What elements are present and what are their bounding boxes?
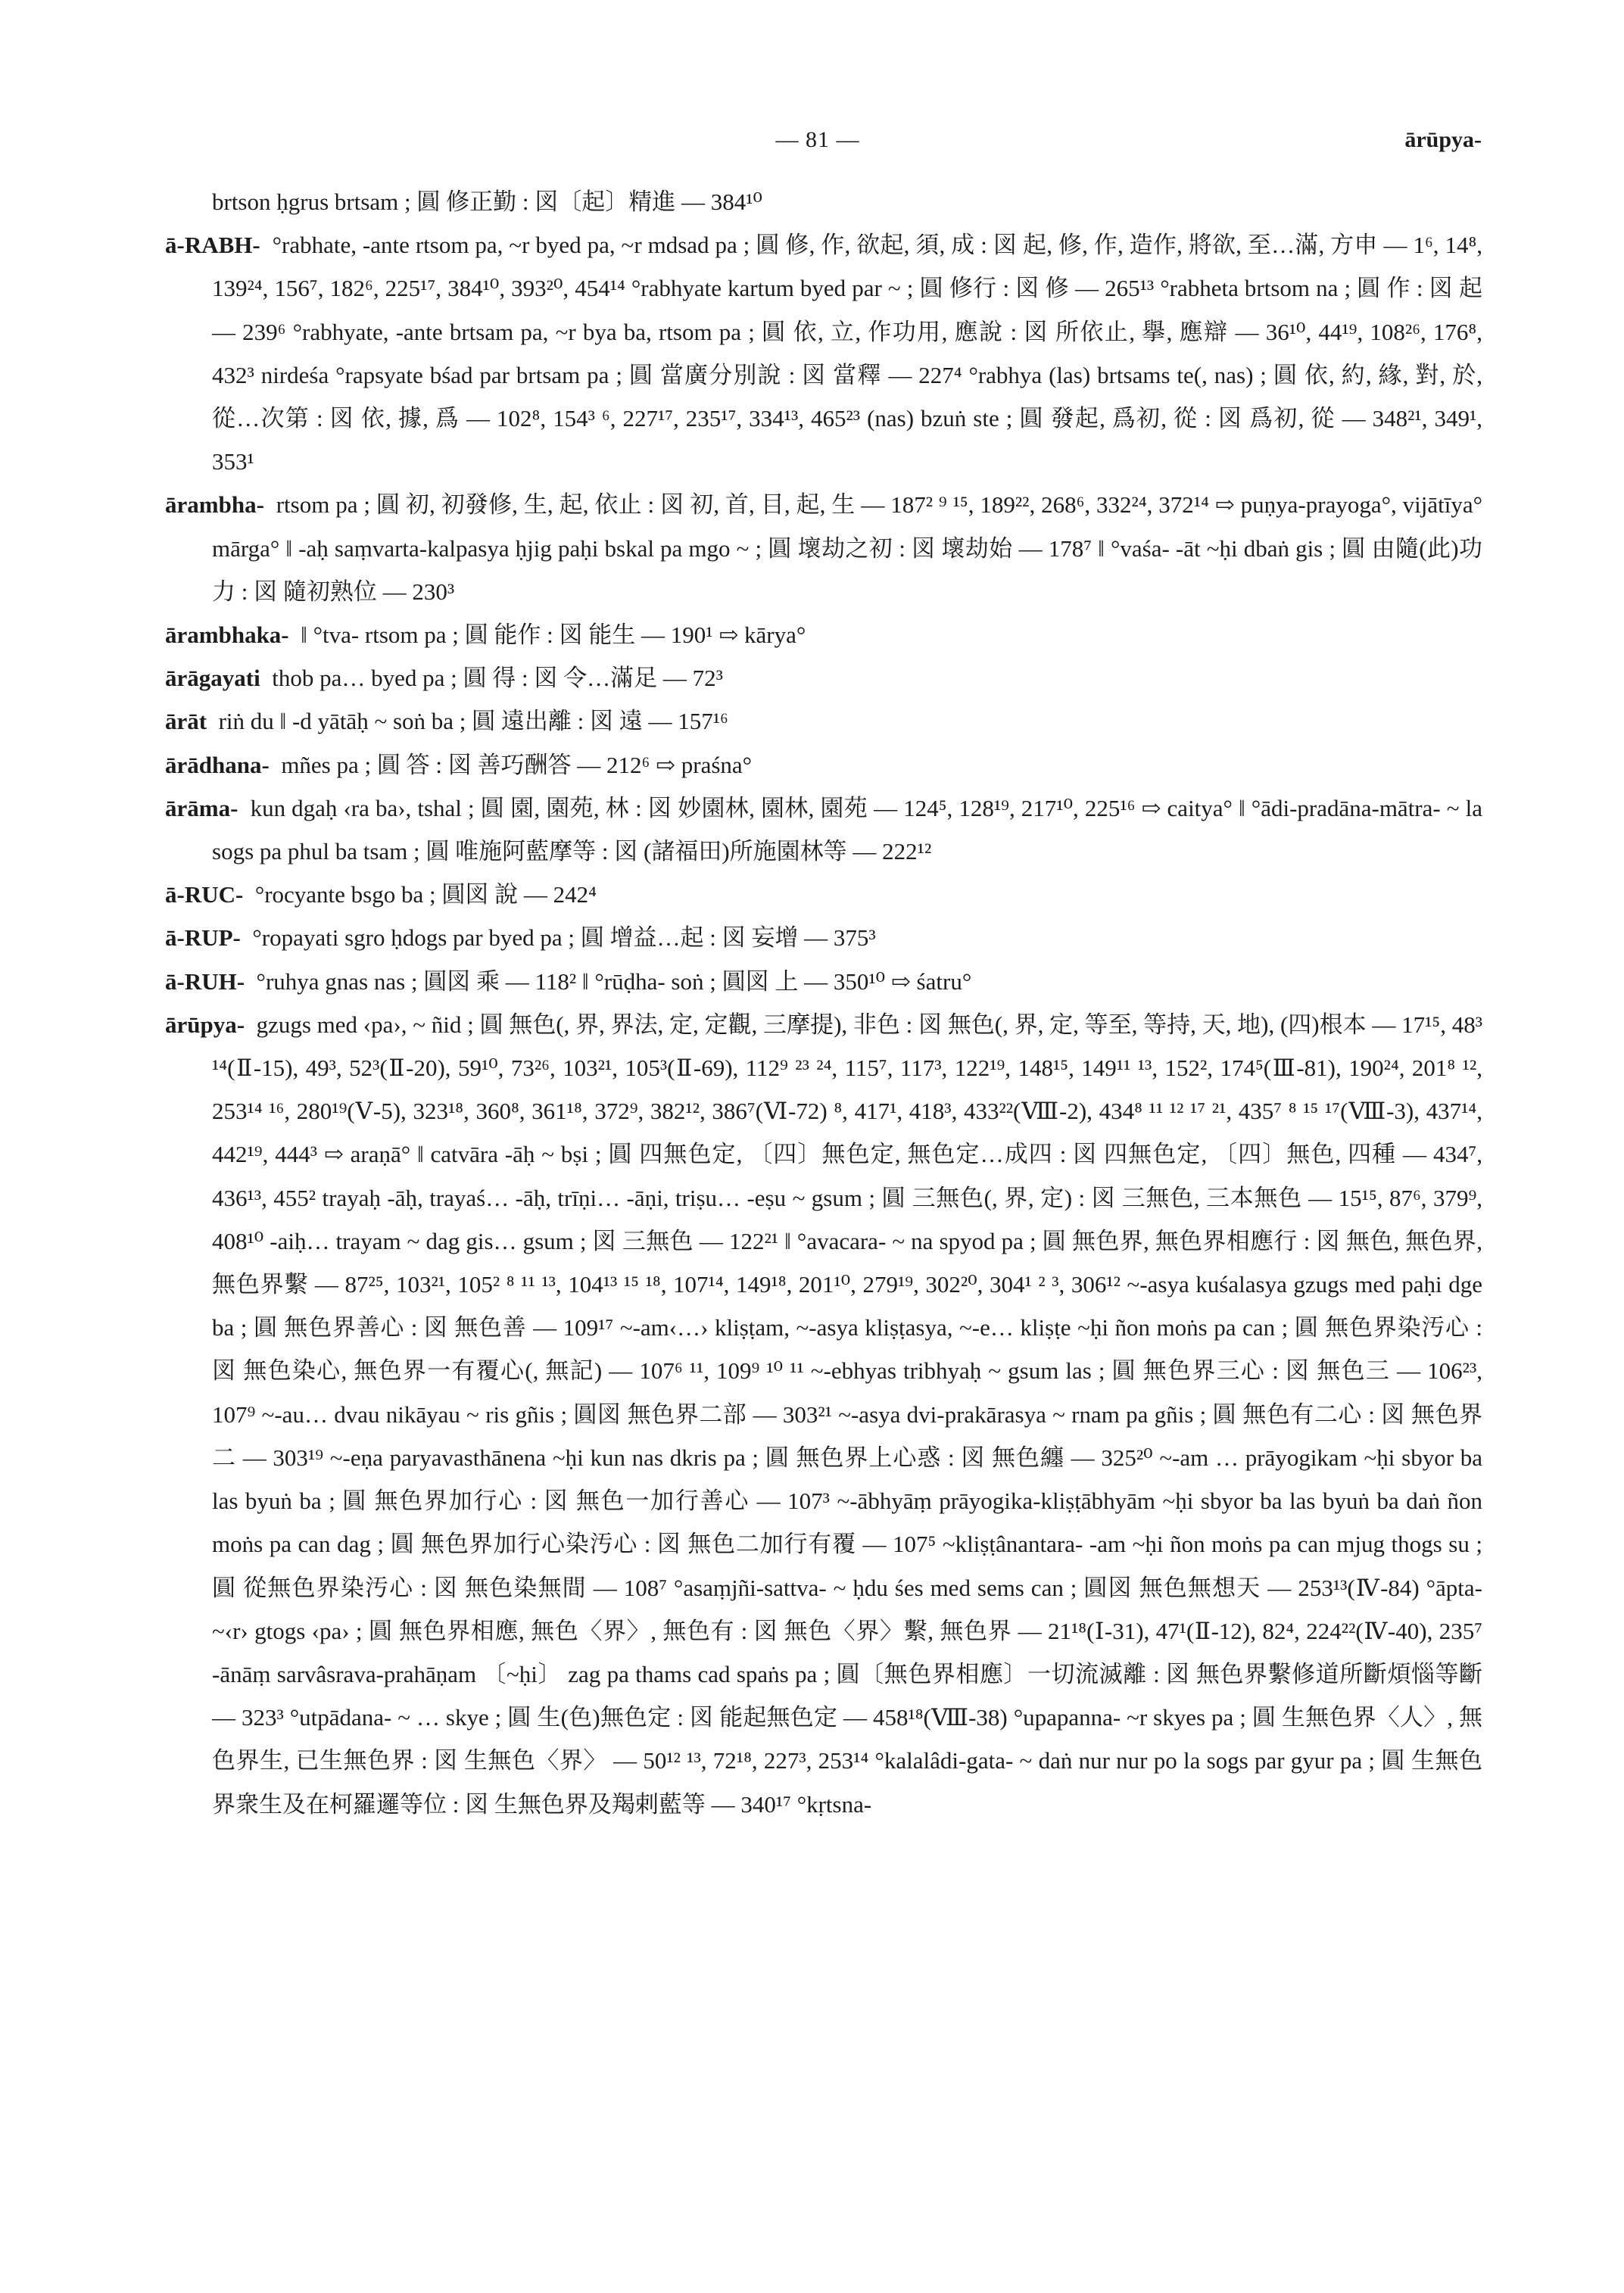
entry-headword: ā-RUC- [165, 881, 244, 908]
dictionary-entries [165, 180, 1482, 1826]
entry-body: gzugs med ‹pa›, ~ ñid ; 圓 無色(, 界, 界法, 定, 定觀, 三摩提), 非色 : 図 無色(, 界, 定, 等至, 等持, 天, 地), (四)根本 — 17¹⁵, 48³ ¹⁴(Ⅱ-15), 49³, 52³(Ⅱ-20), 59¹⁰, 73²⁶, 103²¹, 105³(Ⅱ-69), 112⁹ ²³ ²⁴, 115⁷, 117³, 122¹⁹, 148¹⁵, 149¹¹ ¹³, 152², 174⁵(Ⅲ-81), 190²⁴, 201⁸ ¹², 253¹⁴ ¹⁶, 280¹⁹(Ⅴ-5), 323¹⁸, 360⁸, 361¹⁸, 372⁹, 382¹², 386⁷(Ⅵ-72) ⁸, 417¹, 418³, 433²²(Ⅷ-2), 434⁸ ¹¹ ¹² ¹⁷ ²¹, 435⁷ ⁸ ¹⁵ ¹⁷(Ⅷ-3), 437¹⁴, 442¹⁹, 444³ ⇨ araṇā° ‖ catvāra -āḥ ~ bṣi ; 圓 四無色定, 〔四〕無色定, 無色定…成四 : 図 四無色定, 〔四〕無色, 四種 — 434⁷, 436¹³, 455² trayaḥ -āḥ, trayaś… -āḥ, trīṇi… -āṇi, triṣu… -eṣu ~ gsum ; 圓 三無色(, 界, 定) : 図 三無色, 三本無色 — 15¹⁵, 87⁶, 379⁹, 408¹⁰ -aiḥ… trayam ~ dag gis… gsum ; 図 三無色 — 122²¹ ‖ °avacara- ~ na spyod pa ; 圓 無色界, 無色界相應行 : 図 無色, 無色界, 無色界繫 — 87²⁵, 103²¹, 105² ⁸ ¹¹ ¹³, 104¹³ ¹⁵ ¹⁸, 107¹⁴, 149¹⁸, 201¹⁰, 279¹⁹, 302²⁰, 304¹ ² ³, 306¹² ~-asya kuśalasya gzugs med paḥi dge ba ; 圓 無色界善心 : 図 無色善 — 109¹⁷ ~-am‹…› kliṣṭam, ~-asya kliṣṭasya, ~-e… kliṣṭe ~ḥi ñon moṅs pa can ; 圓 無色界染汚心 : 図 無色染心, 無色界一有覆心(, 無記) — 107⁶ ¹¹, 109⁹ ¹⁰ ¹¹ ~-ebhyas tribhyaḥ ~ gsum las ; 圓 無色界三心 : 図 無色三 — 106²³, 107⁹ ~-au… dvau nikāyau ~ ris gñis ; 圓図 無色界二部 — 303²¹ ~-asya dvi-prakārasya ~ rnam pa gñis ; 圓 無色有二心 : 図 無色界二 — 303¹⁹ ~-eṇa paryavasthānena ~ḥi kun nas dkris pa ; 圓 無色界上心惑 : 図 無色纏 — 325²⁰ ~-am … prāyogikam ~ḥi sbyor ba las byuṅ ba ; 圓 無色界加行心 : 図 無色一加行善心 — 107³ ~-ābhyāṃ prāyogika-kliṣṭābhyām ~ḥi sbyor ba las byuṅ ba daṅ ñon moṅs pa can dag ; 圓 無色界加行心染汚心 : 図 無色二加行有覆 — 107⁵ ~kliṣṭânantara- -am ~ḥi ñon moṅs pa can mjug thogs su ; 圓 從無色界染汚心 : 図 無色染無間 — 108⁷ °asaṃjñi-sattva- ~ ḥdu śes med sems can ; 圓図 無色無想天 — 253¹³(Ⅳ-84) °āpta- ~‹r› gtogs ‹pa› ; 圓 無色界相應, 無色〈界〉, 無色有 : 図 無色〈界〉繫, 無色界 — 21¹⁸(Ⅰ-31), 47¹(Ⅱ-12), 82⁴, 224²²(Ⅳ-40), 235⁷ -ānāṃ sarvâsrava-prahāṇam 〔~ḥi〕 zag pa thams cad spaṅs pa ; 圓〔無色界相應〕一切流滅離 : 図 無色界繫修道所斷煩惱等斷 — 323³ °utpādana- ~ … skye ; 圓 生(色)無色定 : 図 能起無色定 — 458¹⁸(Ⅷ-38) °upapanna- ~r skyes pa ; 圓 生無色界〈人〉, 無色界生, 已生無色界 : 図 生無色〈界〉 — 50¹² ¹³, 72¹⁸, 227³, 253¹⁴ °kalalâdi-gata- ~ daṅ nur nur po la sogs par gyur pa ; 圓 生無色界衆生及在柯羅邏等位 : 図 生無色界及羯剌藍等 — 340¹⁷ °kṛtsna- [212, 1011, 1483, 1818]
entry-headword: ārāgayati [165, 665, 260, 692]
entry-headword: ārāt [165, 708, 207, 735]
page-header [0, 127, 1624, 164]
entry-body: °ruhya gnas nas ; 圓図 乘 — 118² ‖ °rūḍha- soṅ ; 圓図 上 — 350¹⁰ ⇨ śatru° [256, 967, 972, 995]
entry-body: °rocyante bsgo ba ; 圓図 說 — 242⁴ [254, 881, 597, 908]
dictionary-entry [165, 916, 1482, 959]
entry-headword: ārambha- [165, 491, 264, 519]
dictionary-entry [165, 180, 1482, 223]
entry-body: °ropayati sgro ḥdogs par byed pa ; 圓 增益…起 : 図 妄增 — 375³ [252, 924, 876, 952]
dictionary-entry [165, 613, 1482, 656]
entry-body: mñes pa ; 圓 答 : 図 善巧酬答 — 212⁶ ⇨ praśna° [281, 751, 753, 778]
dictionary-entry [165, 699, 1482, 743]
dictionary-entry [165, 787, 1482, 873]
entry-headword: ārāma- [165, 794, 238, 821]
entry-body: kun dgaḥ ‹ra ba›, tshal ; 圓 園, 園苑, 林 : 図 妙園林, 園林, 園苑 — 124⁵, 128¹⁹, 217¹⁰, 225¹⁶ ⇨ caitya° ‖ °ādi-pradāna-mātra- ~ la sogs pa phul ba tsam ; 圓 唯施阿藍摩等 : 図 (諸福田)所施園林等 — 222¹² [212, 794, 1482, 865]
entry-body: thob pa… byed pa ; 圓 得 : 図 令…滿足 — 72³ [272, 665, 723, 692]
page-number: — 81 — [775, 127, 860, 152]
entry-body: rtsom pa ; 圓 初, 初發修, 生, 起, 依止 : 図 初, 首, 目, 起, 生 — 187² ⁹ ¹⁵, 189²², 268⁶, 332²⁴, 372¹⁴ ⇨ puṇya-prayoga°, vijātīya° mārga° ‖ -aḥ saṃvarta-kalpasya ḥjig paḥi bskal pa mgo ~ ; 圓 壞劫之初 : 図 壞劫始 — 178⁷ ‖ °vaśa- -āt ~ḥi dbaṅ gis ; 圓 由隨(此)功力 : 図 隨初熟位 — 230³ [212, 491, 1483, 605]
entry-body: ‖ °tva- rtsom pa ; 圓 能作 : 図 能生 — 190¹ ⇨ kārya° [301, 622, 806, 649]
dictionary-entry [165, 483, 1482, 613]
entry-body: riṅ du ‖ -d yātāḥ ~ soṅ ba ; 圓 遠出離 : 図 遠 — 157¹⁶ [218, 708, 728, 735]
dictionary-entry [165, 1003, 1482, 1826]
entry-headword: ā-RABH- [165, 232, 260, 259]
dictionary-entry [165, 223, 1482, 483]
entry-headword: ā-RUH- [165, 967, 245, 995]
dictionary-entry [165, 656, 1482, 699]
entry-headword: ārādhana- [165, 751, 270, 778]
entry-headword: ārūpya- [165, 1011, 245, 1038]
dictionary-entry [165, 960, 1482, 1003]
dictionary-entry [165, 873, 1482, 916]
entry-headword: ārambhaka- [165, 622, 289, 649]
entry-headword: ā-RUP- [165, 924, 241, 952]
dictionary-entry [165, 743, 1482, 787]
running-head: ārūpya- [1404, 127, 1482, 152]
entry-body: °rabhate, -ante rtsom pa, ~r byed pa, ~r mdsad pa ; 圓 修, 作, 欲起, 須, 成 : 図 起, 修, 作, 造作, 將欲, 至…滿, 方申 — 1⁶, 14⁸, 139²⁴, 156⁷, 182⁶, 225¹⁷, 384¹⁰, 393²⁰, 454¹⁴ °rabhyate kartum byed par ~ ; 圓 修行 : 図 修 — 265¹³ °rabheta brtsom na ; 圓 作 : 図 起 — 239⁶ °rabhyate, -ante brtsam pa, ~r bya ba, rtsom pa ; 圓 依, 立, 作功用, 應說 : 図 所依止, 擧, 應辯 — 36¹⁰, 44¹⁹, 108²⁶, 176⁸, 432³ nirdeśa °rapsyate bśad par brtsam pa ; 圓 當廣分別說 : 図 當釋 — 227⁴ °rabhya (las) brtsams te(, nas) ; 圓 依, 約, 緣, 對, 於, 從…次第 : 図 依, 據, 爲 — 102⁸, 154³ ⁶, 227¹⁷, 235¹⁷, 334¹³, 465²³ (nas) bzuṅ ste ; 圓 發起, 爲初, 從 : 図 爲初, 從 — 348²¹, 349¹, 353¹ [212, 232, 1483, 475]
entry-body: brtson ḥgrus brtsam ; 圓 修正勤 : 図〔起〕精進 — 384¹⁰ [212, 188, 762, 215]
